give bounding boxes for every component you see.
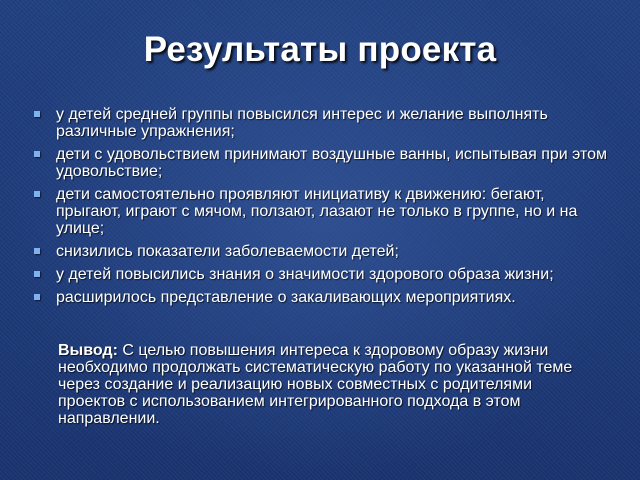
conclusion-text: С целью повышения интереса к здоровому образу жизни необходимо продолжать систематическую работу по указанной теме через создание и реализацию новых совместных с родителями проектов с использованием интегрированного подхода в этом направлении. (58, 342, 573, 427)
bullet-text: дети самостоятельно проявляют инициативу к движению: бегают, прыгают, играют с мячом, ползают, лазают не только в группе, но и на улице; (56, 186, 578, 237)
square-bullet-icon (34, 111, 40, 117)
bullet-item (34, 266, 614, 283)
conclusion-label: Вывод: (58, 342, 118, 359)
bullet-item (34, 243, 614, 260)
bullet-text: у детей средней группы повысился интерес и желание выполнять различные упражнения; (56, 106, 548, 140)
bullet-text: дети с удовольствием принимают воздушные ванны, испытывая при этом удовольствие; (56, 146, 608, 180)
square-bullet-icon (34, 271, 40, 277)
bullet-item (34, 146, 614, 180)
bullet-list (34, 106, 614, 312)
bullet-item (34, 106, 614, 140)
bullet-text: у детей повысились знания о значимости здорового образа жизни; (56, 266, 554, 283)
square-bullet-icon (34, 191, 40, 197)
square-bullet-icon (34, 294, 40, 300)
conclusion-paragraph (58, 342, 598, 427)
slide-title: Результаты проекта (143, 30, 497, 69)
square-bullet-icon (34, 248, 40, 254)
bullet-text: расширилось представление о закаливающих мероприятиях. (56, 289, 516, 306)
bullet-item (34, 186, 614, 237)
bullet-item (34, 289, 614, 306)
bullet-text: снизились показатели заболеваемости детей; (56, 243, 399, 260)
square-bullet-icon (34, 151, 40, 157)
